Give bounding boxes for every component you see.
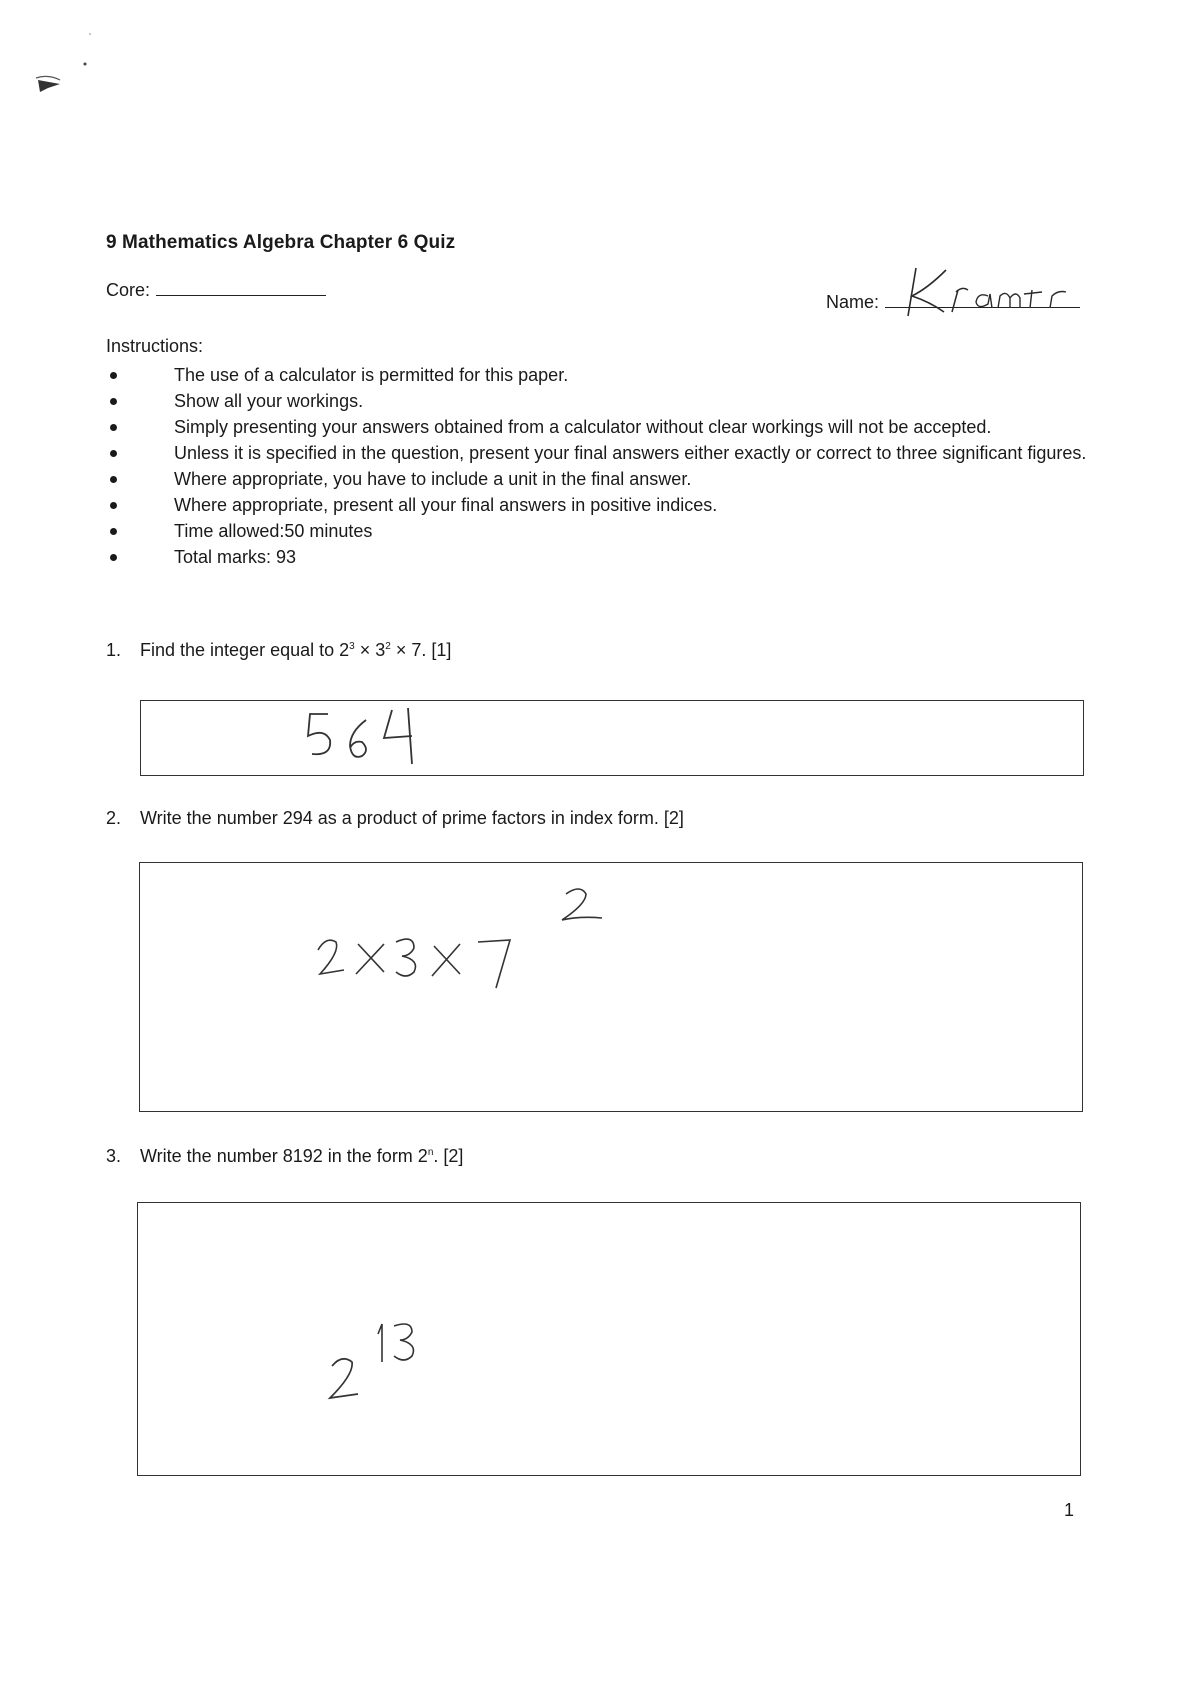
name-label: Name: (826, 292, 880, 312)
bullet-icon (110, 554, 117, 561)
bullet-icon (110, 398, 117, 405)
instruction-item: Total marks: 93 (106, 546, 1106, 569)
answer-box-1[interactable] (140, 700, 1084, 776)
answer-3-handwriting (320, 1320, 440, 1410)
question-1: 1. Find the integer equal to $2^3 \times 3^2 \times 7$. [1] (106, 640, 452, 660)
quiz-title: 9 Mathematics Algebra Chapter 6 Quiz (106, 232, 456, 253)
instruction-item: Time allowed:50 minutes (106, 520, 1106, 543)
bullet-icon (110, 476, 117, 483)
core-blank-line[interactable] (156, 281, 326, 296)
bullet-icon (110, 372, 117, 379)
answer-box-3[interactable] (137, 1202, 1081, 1476)
answer-2-handwriting (310, 880, 670, 1000)
bullet-icon (110, 450, 117, 457)
instruction-item: Unless it is specified in the question, present your final answers either exactly or correct to three significant figures. (106, 442, 1106, 465)
question-2: 2. Write the number 294 as a product of prime factors in index form. [2] (106, 808, 684, 828)
instruction-item: Simply presenting your answers obtained from a calculator without clear workings will not be accepted. (106, 416, 1106, 439)
question-number: 1. (106, 640, 122, 660)
bullet-icon (110, 502, 117, 509)
answer-1-handwriting (300, 702, 440, 772)
core-label: Core: (106, 280, 151, 300)
instructions-label: Instructions: (106, 336, 204, 356)
instructions-list (106, 364, 1106, 572)
bullet-icon (110, 528, 117, 535)
scan-speck-mark (30, 30, 100, 110)
instruction-item: Where appropriate, you have to include a unit in the final answer. (106, 468, 1106, 491)
student-name-handwriting (902, 262, 1082, 324)
core-row (106, 280, 326, 301)
bullet-icon (110, 424, 117, 431)
instruction-item: Show all your workings. (106, 390, 1106, 413)
question-number: 3. (106, 1146, 122, 1166)
instruction-item: The use of a calculator is permitted for this paper. (106, 364, 1106, 387)
page-number: 1 (1064, 1500, 1075, 1520)
question-number: 2. (106, 808, 122, 828)
question-3: 3. Write the number 8192 in the form 2$^n$. [2] (106, 1146, 464, 1166)
instruction-item: Where appropriate, present all your final answers in positive indices. (106, 494, 1106, 517)
